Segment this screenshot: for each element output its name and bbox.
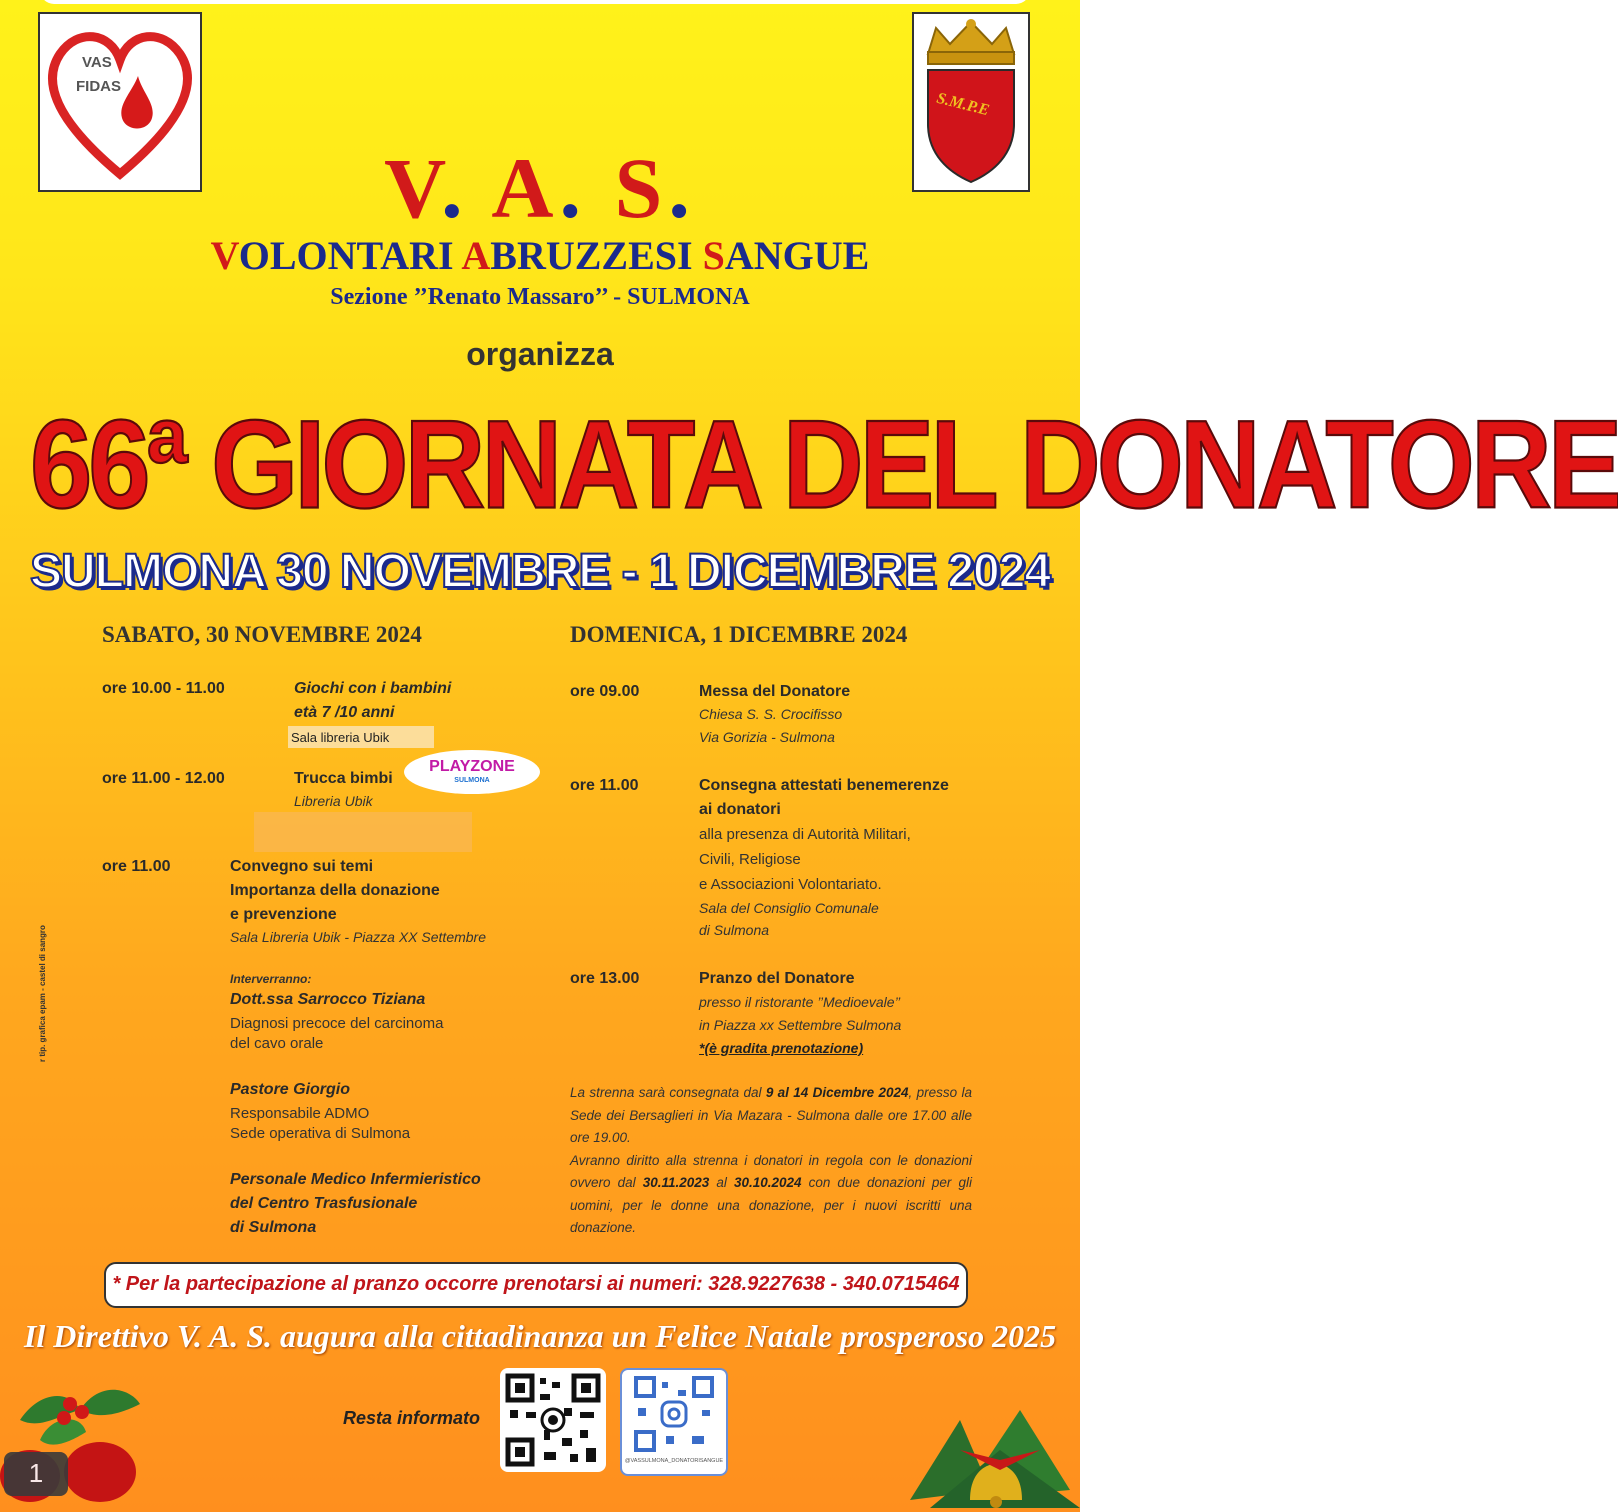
sun-slot1-line2: Via Gorizia - Sulmona [699, 729, 835, 745]
page-number: 1 [28, 1458, 44, 1488]
org-initial: S [702, 233, 725, 278]
title-dot: . [441, 140, 469, 236]
sun-slot1-title: Messa del Donatore [699, 683, 851, 700]
title-letter-s: S [614, 140, 669, 236]
sun-slot2-title2: ai donatori [699, 801, 781, 818]
title-dot: . [559, 140, 588, 236]
sun-slot2-line5: di Sulmona [699, 922, 770, 938]
strenna-dates: 9 al 14 Dicembre 2024 [765, 1085, 909, 1100]
strenna-text: , presso la Sede dei Bersaglieri in Via Mazara - Sulmona dalle ore 17.00 alle ore 19.00. [570, 1085, 972, 1145]
speaker3-line3: di Sulmona [230, 1219, 317, 1236]
speaker2-line2: Sede operativa di Sulmona [230, 1125, 411, 1142]
strenna-text: con due donazioni per gli uomini, per le donne una donazione, per i nuovi iscritti una donazione. [570, 1175, 972, 1235]
title-letter-v: V [384, 140, 442, 236]
sat-slot2-time: ore 11.00 - 12.00 [102, 770, 225, 787]
sat-slot1-line2: età 7 /10 anni [294, 704, 395, 721]
print-credit: r tip. grafica epam - castel di sangro [38, 925, 47, 1062]
speaker2-name: Pastore Giorgio [230, 1081, 351, 1098]
strenna-text: Avranno diritto alla strenna i donatori in regola con le donazioni ovvero dal [570, 1152, 972, 1190]
org-initial: V [210, 233, 239, 278]
sun-slot2-line3: e Associazioni Volontariato. [699, 876, 882, 893]
speaker1-name: Dott.ssa Sarrocco Tiziana [230, 991, 426, 1008]
page-badge [4, 1452, 68, 1496]
sun-slot1-time: ore 09.00 [570, 683, 640, 700]
saturday-heading: SABATO, 30 NOVEMBRE 2024 [102, 622, 422, 647]
top-bar [40, 0, 1030, 4]
qr-code-icon [500, 1368, 606, 1472]
logo-line-2: FIDAS [76, 78, 121, 95]
sat-slot3-place: Sala Libreria Ubik - Piazza XX Settembre [230, 929, 486, 945]
org-word: BRUZZESI [490, 233, 703, 278]
booking-text: * Per la partecipazione al pranzo occorre prenotarsi ai numeri: 328.9227638 - 340.0715464 [112, 1273, 960, 1295]
stay-informed-label: Resta informato [343, 1408, 481, 1428]
sat-slot1-place: Sala libreria Ubik [291, 730, 390, 745]
sat-slot1-line1: Giochi con i bambini [294, 680, 452, 697]
sun-slot3-time: ore 13.00 [570, 970, 640, 987]
pine-bells-decoration-icon [900, 1380, 1080, 1512]
title-letter-a: A [491, 140, 560, 236]
event-title: 66ª GIORNATA DEL DONATORE [30, 394, 1618, 535]
booking-box [104, 1262, 968, 1308]
title-dot: . [668, 140, 696, 236]
sun-slot3-line2: in Piazza xx Settembre Sulmona [699, 1017, 902, 1033]
organizza-label: organizza [466, 336, 614, 372]
sun-slot2-line4: Sala del Consiglio Comunale [699, 900, 879, 916]
instagram-handle: @VASSULMONA_DONATORISANGUE [624, 1458, 724, 1464]
strenna-text: La strenna sarà consegnata dal [570, 1085, 766, 1100]
playzone-sub: SULMONA [454, 777, 490, 784]
speaker3-line2: del Centro Trasfusionale [230, 1195, 418, 1212]
sun-slot3-line3: *(è gradita prenotazione) [699, 1040, 864, 1056]
org-initial: A [461, 233, 491, 278]
sun-slot3-line1: presso il ristorante ’’Medioevale’’ [699, 994, 901, 1010]
vas-title [0, 138, 1080, 238]
speaker3-line1: Personale Medico Infermieristico [230, 1171, 481, 1188]
shield-text: S.M.P.E [934, 89, 991, 120]
speaker2-line1: Responsabile ADMO [230, 1105, 370, 1122]
sat-slot1-time: ore 10.00 - 11.00 [102, 680, 225, 697]
event-dates: SULMONA 30 NOVEMBRE - 1 DICEMBRE 2024 [30, 545, 1051, 598]
sat-slot3-line1: Convegno sui temi [230, 858, 374, 875]
playzone-name: PLAYZONE [429, 758, 515, 775]
sat-slot3-time: ore 11.00 [102, 858, 171, 875]
organization-name [0, 232, 1080, 279]
org-word: ANGUE [724, 233, 870, 278]
sat-slot3-line3: e prevenzione [230, 906, 337, 923]
strenna-date-to: 30.10.2024 [733, 1175, 802, 1190]
sun-slot2-line1: alla presenza di Autorità Militari, [699, 826, 911, 843]
sat-slot2-place: Libreria Ubik [294, 793, 373, 809]
strenna-date-from: 30.11.2023 [642, 1175, 710, 1190]
speaker1-line1: Diagnosi precoce del carcinoma [230, 1015, 444, 1032]
sun-slot2-title1: Consegna attestati benemerenze [699, 777, 949, 794]
playzone-logo [404, 750, 540, 794]
speakers-label: Interverranno: [230, 972, 312, 986]
blank-patch [254, 812, 472, 852]
strenna-text: al [709, 1175, 734, 1190]
instagram-qr-icon [622, 1370, 726, 1460]
strenna-info [570, 1082, 972, 1240]
sun-slot2-time: ore 11.00 [570, 777, 639, 794]
org-word: OLONTARI [238, 233, 462, 278]
speaker1-line2: del cavo orale [230, 1035, 324, 1052]
sun-slot1-line1: Chiesa S. S. Crocifisso [699, 706, 843, 722]
logo-line-1: VAS [82, 54, 112, 71]
sun-slot2-line2: Civili, Religiose [699, 851, 801, 868]
sun-slot3-title: Pranzo del Donatore [699, 970, 855, 987]
section-name: Sezione ’’Renato Massaro’’ - SULMONA [330, 284, 750, 310]
christmas-greeting: Il Direttivo V. A. S. augura alla cittadinanza un Felice Natale prosperoso 2025 [23, 1318, 1057, 1354]
qr-instagram[interactable] [620, 1368, 728, 1476]
sat-slot3-line2: Importanza della donazione [230, 882, 440, 899]
sunday-heading: DOMENICA, 1 DICEMBRE 2024 [570, 622, 908, 647]
qr-whatsapp[interactable] [500, 1368, 606, 1472]
sat-slot2-title: Trucca bimbi [294, 770, 393, 787]
